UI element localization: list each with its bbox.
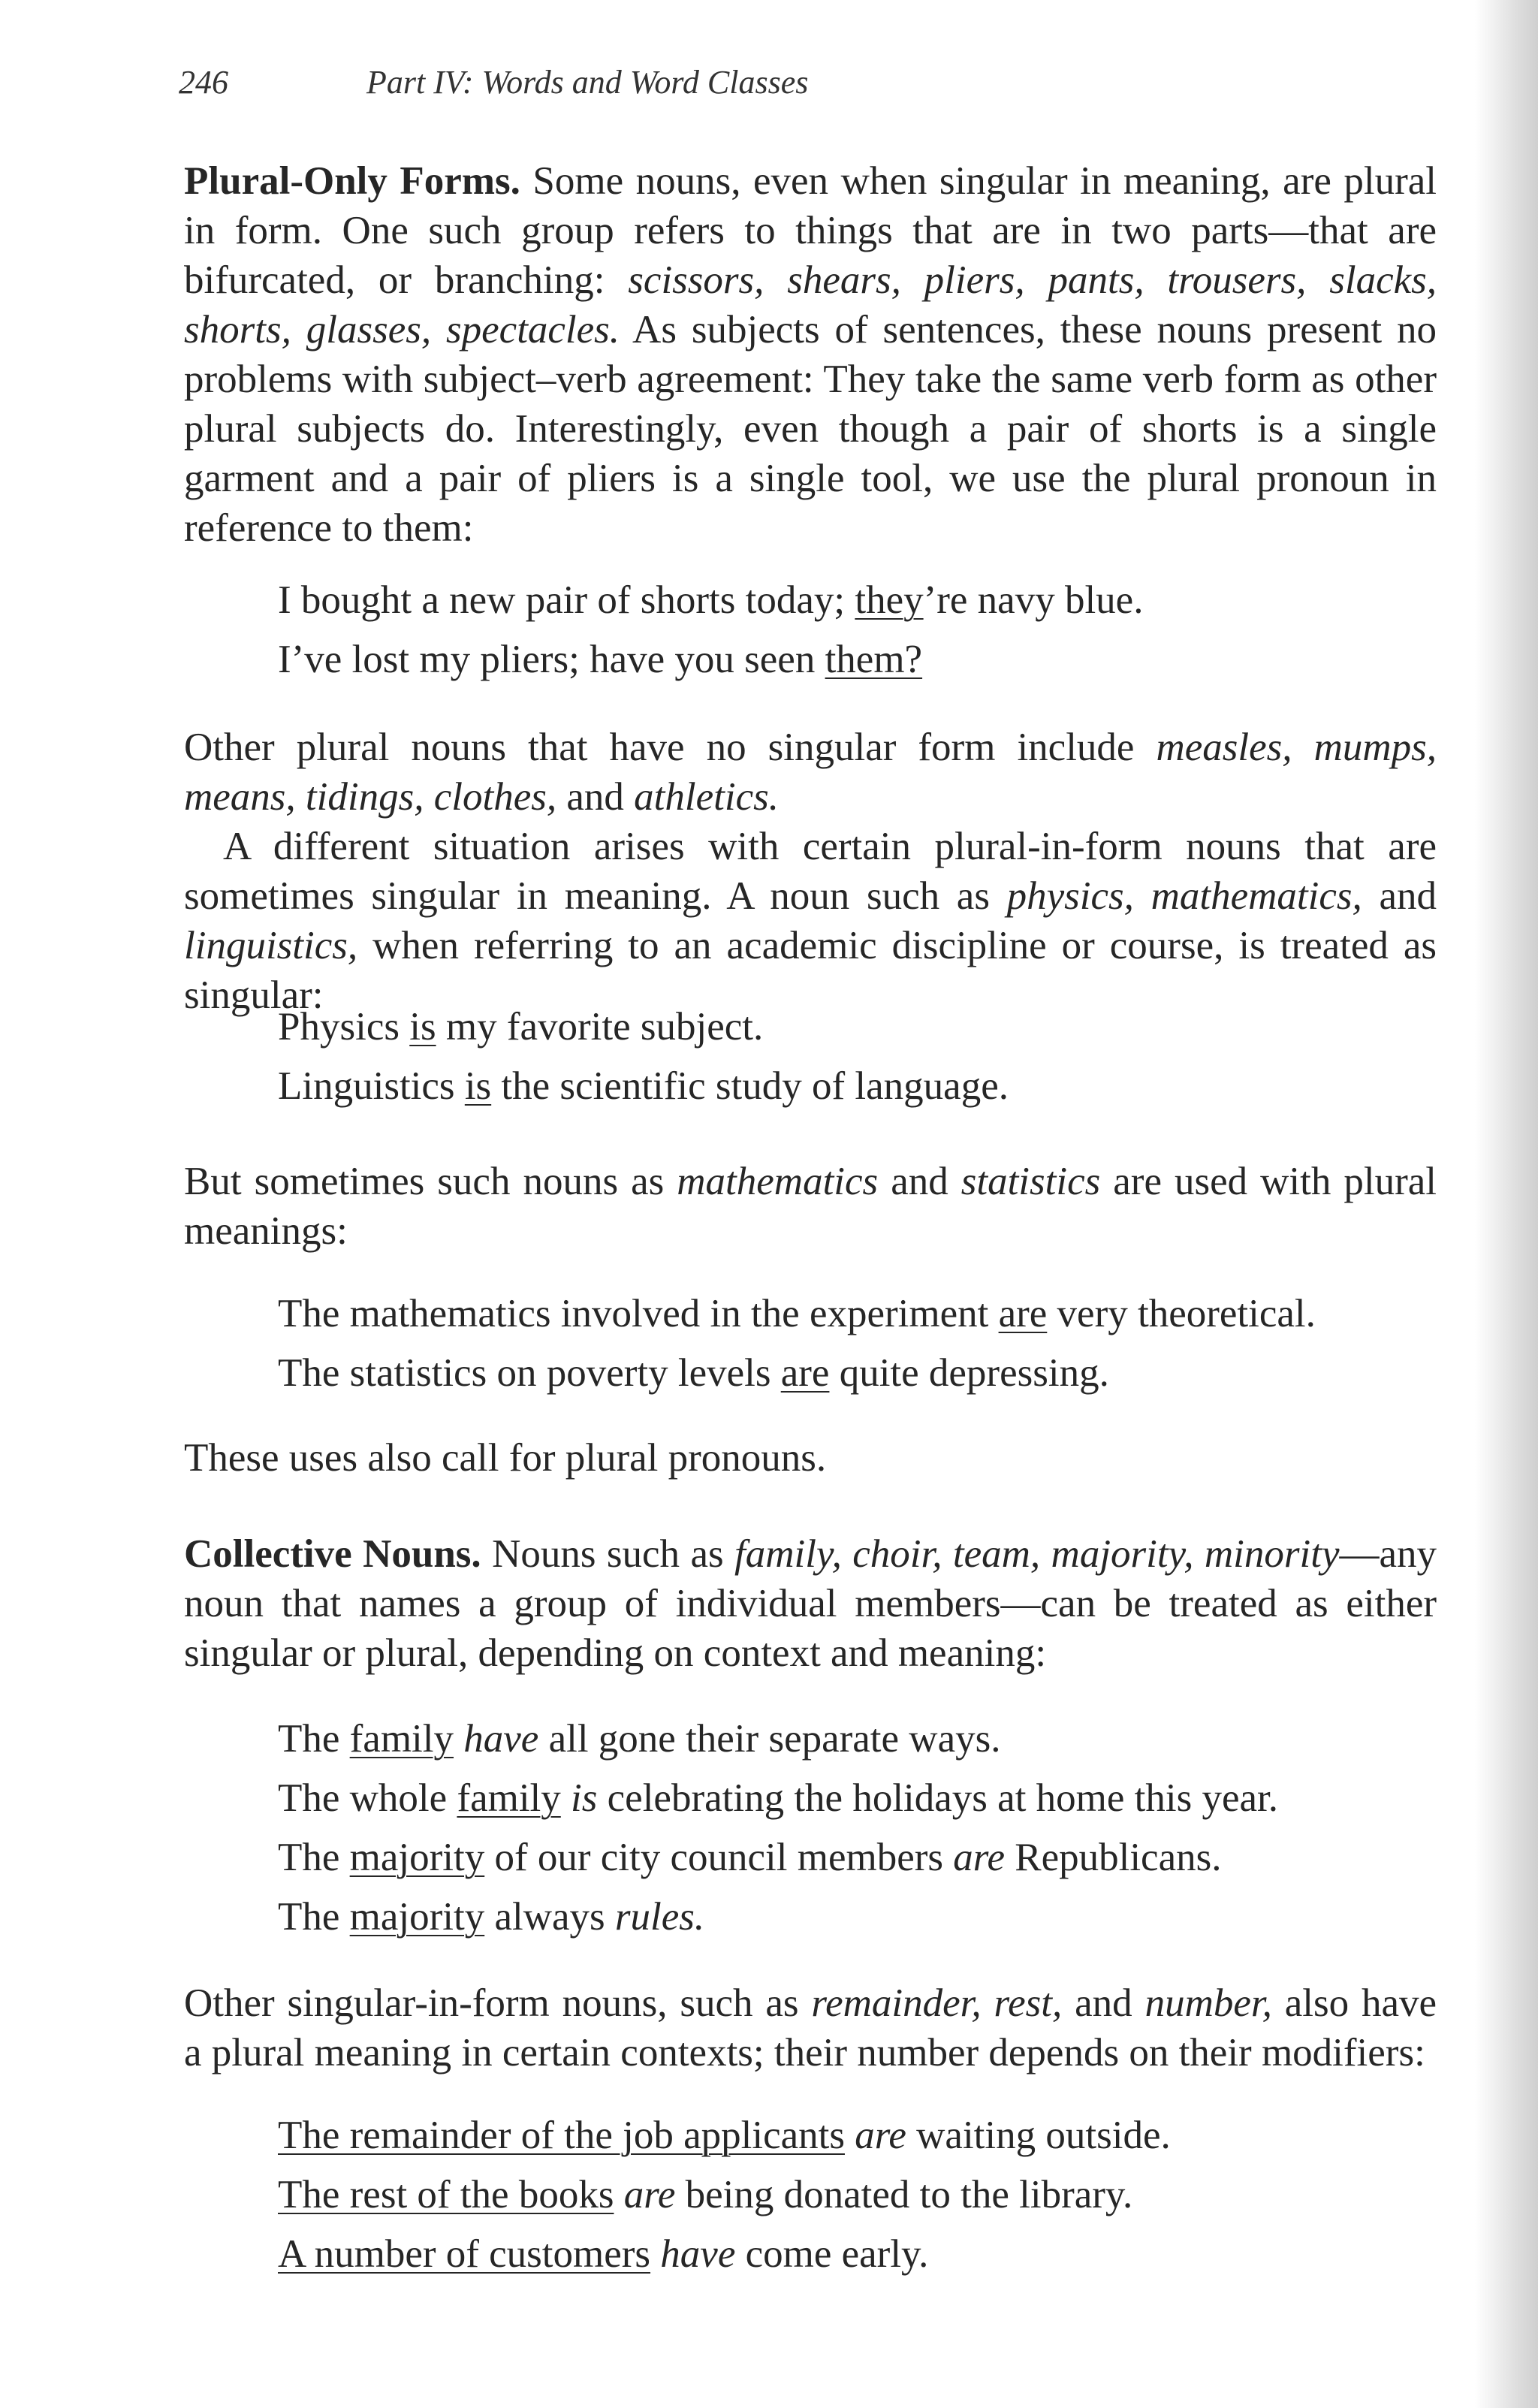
example-sentence: A number of customers have come early. <box>278 2232 929 2276</box>
example-sentence: The whole family is celebrating the holidays at home this year. <box>278 1776 1279 1820</box>
collective-paragraph: Collective Nouns. Nouns such as family, choir, team, majority, minority—any noun that names a group of individual members—can be treated as either singular or plural, depending on context and meaning: <box>184 1532 1437 1675</box>
paragraph-block <box>184 723 1437 1020</box>
example-sentence: The majority always rules. <box>278 1895 705 1939</box>
paragraph-block <box>184 1978 1437 2078</box>
plural-only-paragraph: Plural-Only Forms. Some nouns, even when singular in meaning, are plural in form. One such group refers to things that are in two parts—that are bifurcated, or branching: scissors, shears, pliers, pants, trousers, slacks, shorts, glasses, spectacles. As subjects of sentences, these nouns present no problems with subject–verb agreement: They take the same verb form as other plural subjects do. Interestingly, even though a pair of shorts is a single garment and a pair of pliers is a single tool, we use the plural pronoun in reference to them: <box>184 159 1437 550</box>
paragraph-block <box>184 1433 1437 1483</box>
page-edge-shadow <box>1475 0 1538 2408</box>
section-heading: Collective Nouns. <box>184 1532 481 1576</box>
example-sentence: The remainder of the job applicants are waiting outside. <box>278 2114 1171 2157</box>
section-heading: Plural-Only Forms. <box>184 159 520 203</box>
paragraph: Other singular-in-form nouns, such as remainder, rest, and number, also have a plural meaning in certain contexts; their number depends on their modifiers: <box>184 1981 1437 2075</box>
example-group <box>278 1714 1434 1951</box>
example-word-list: scissors, shears, pliers, pants, trousers, slacks, shorts, glasses, spectacles. <box>184 258 1437 352</box>
example-group <box>278 1289 1434 1408</box>
paragraph: But sometimes such nouns as mathematics and statistics are used with plural meanings: <box>184 1160 1437 1253</box>
example-sentence: Linguistics is the scientific study of language. <box>278 1064 1009 1108</box>
example-sentence: The majority of our city council members are Republicans. <box>278 1836 1222 1879</box>
running-head <box>179 63 808 101</box>
example-group <box>278 2111 1434 2289</box>
example-sentence: The family have all gone their separate ways. <box>278 1717 1001 1761</box>
example-sentence: The mathematics involved in the experiment are very theoretical. <box>278 1292 1316 1335</box>
example-sentence: Physics is my favorite subject. <box>278 1005 764 1049</box>
example-group <box>278 575 1434 694</box>
running-title: Part IV: Words and Word Classes <box>366 64 809 101</box>
example-sentence: The statistics on poverty levels are quite depressing. <box>278 1351 1109 1395</box>
page-number: 246 <box>179 64 228 101</box>
example-sentence: I’ve lost my pliers; have you seen them? <box>278 638 923 681</box>
example-sentence: The rest of the books are being donated to the library. <box>278 2173 1133 2216</box>
plural-only-section <box>184 156 1437 553</box>
paragraph: A different situation arises with certain plural-in-form nouns that are sometimes singular in meaning. A noun such as physics, mathematics, and linguistics, when referring to an academic discipline or course, is treated as singular: <box>184 825 1437 1017</box>
paragraph: Other plural nouns that have no singular form include measles, mumps, means, tidings, clothes, and athletics. <box>184 726 1437 819</box>
example-group <box>278 1002 1434 1121</box>
collective-nouns-section <box>184 1529 1437 1678</box>
paragraph-block <box>184 1157 1437 1256</box>
example-sentence: I bought a new pair of shorts today; they’re navy blue. <box>278 578 1144 622</box>
paragraph: These uses also call for plural pronouns. <box>184 1436 827 1480</box>
